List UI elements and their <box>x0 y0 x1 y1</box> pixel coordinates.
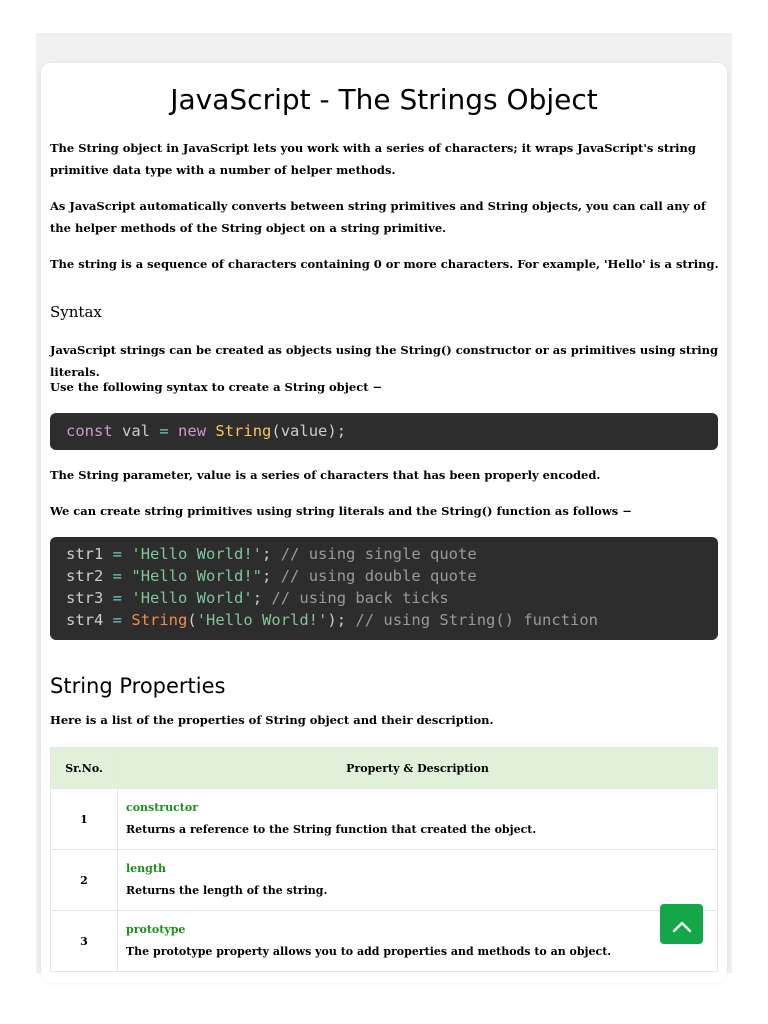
code-punctuation: ; <box>262 545 272 563</box>
code-punctuation: ); <box>327 611 347 629</box>
row-number: 3 <box>51 911 118 972</box>
code-punctuation: ; <box>252 589 263 607</box>
page-title: JavaScript - The Strings Object <box>170 83 598 116</box>
code-variable: str2 <box>66 567 113 585</box>
code-line <box>66 609 702 631</box>
code-keyword: new <box>178 422 207 440</box>
row-description-cell <box>118 911 718 972</box>
intro-paragraph-1: The String object in JavaScript lets you work with a series of characters; it wraps JavaScript's string primitive data type with a number of helper methods. <box>50 141 696 177</box>
property-description: Returns a reference to the String function that created the object. <box>126 823 537 836</box>
syntax-paragraph-3: The String parameter, value is a series of characters that has been properly encoded. <box>50 468 601 482</box>
code-comment: // using back ticks <box>271 589 449 607</box>
code-string: 'Hello World' <box>131 589 253 607</box>
table-header-row <box>51 748 718 789</box>
intro-paragraph-3: The string is a sequence of characters containing 0 or more characters. For example, 'Hello' is a string. <box>50 257 719 271</box>
code-operator: = <box>112 611 123 629</box>
code-line <box>66 587 702 609</box>
table-row <box>51 789 718 850</box>
code-operator: = <box>112 589 123 607</box>
chevron-up-icon <box>672 918 692 930</box>
property-name: constructor <box>126 801 199 814</box>
code-operator: = <box>112 545 123 563</box>
code-block-literals[interactable] <box>50 537 718 640</box>
code-comment: // using single quote <box>280 545 477 563</box>
properties-intro: Here is a list of the properties of String object and their description. <box>50 713 494 727</box>
code-comment: // using String() function <box>355 611 599 629</box>
code-arguments: (value); <box>271 422 347 440</box>
code-line <box>66 420 702 442</box>
code-line <box>66 543 702 565</box>
code-string: "Hello World!" <box>131 567 263 585</box>
code-variable: str3 <box>66 589 113 607</box>
syntax-paragraph-2: Use the following syntax to create a String object − <box>50 380 383 394</box>
back-to-top-button[interactable] <box>660 904 703 944</box>
code-variable: str1 <box>66 545 113 563</box>
code-class-name: String <box>215 422 272 440</box>
row-number: 2 <box>51 850 118 911</box>
table-row <box>51 911 718 972</box>
row-number: 1 <box>51 789 118 850</box>
property-name: prototype <box>126 923 186 936</box>
code-block-constructor[interactable] <box>50 413 718 450</box>
column-header-no: Sr.No. <box>51 748 118 789</box>
property-description: Returns the length of the string. <box>126 884 328 897</box>
code-line <box>66 565 702 587</box>
code-keyword: const <box>66 422 113 440</box>
code-variable: val <box>112 422 160 440</box>
property-description: The prototype property allows you to add properties and methods to an object. <box>126 945 612 958</box>
syntax-heading: Syntax <box>50 303 102 321</box>
code-operator: = <box>159 422 169 440</box>
intro-paragraph-2: As JavaScript automatically converts between string primitives and String objects, you can call any of the helper methods of the String object on a string primitive. <box>50 199 706 235</box>
code-punctuation: ; <box>262 567 272 585</box>
syntax-paragraph-1: JavaScript strings can be created as objects using the String() constructor or as primitives using string literals. <box>50 343 719 379</box>
property-name: length <box>126 862 166 875</box>
code-punctuation: ( <box>187 611 197 629</box>
code-string: 'Hello World!' <box>131 545 263 563</box>
properties-table <box>50 747 718 972</box>
code-string: 'Hello World!' <box>196 611 328 629</box>
row-description-cell <box>118 789 718 850</box>
properties-heading: String Properties <box>50 674 226 698</box>
code-function-name: String <box>131 611 188 629</box>
code-operator: = <box>112 567 123 585</box>
code-comment: // using double quote <box>280 567 477 585</box>
row-description-cell <box>118 850 718 911</box>
table-row <box>51 850 718 911</box>
column-header-description: Property & Description <box>118 748 718 789</box>
syntax-paragraph-4: We can create string primitives using string literals and the String() function as follows − <box>50 504 632 518</box>
code-variable: str4 <box>66 611 113 629</box>
